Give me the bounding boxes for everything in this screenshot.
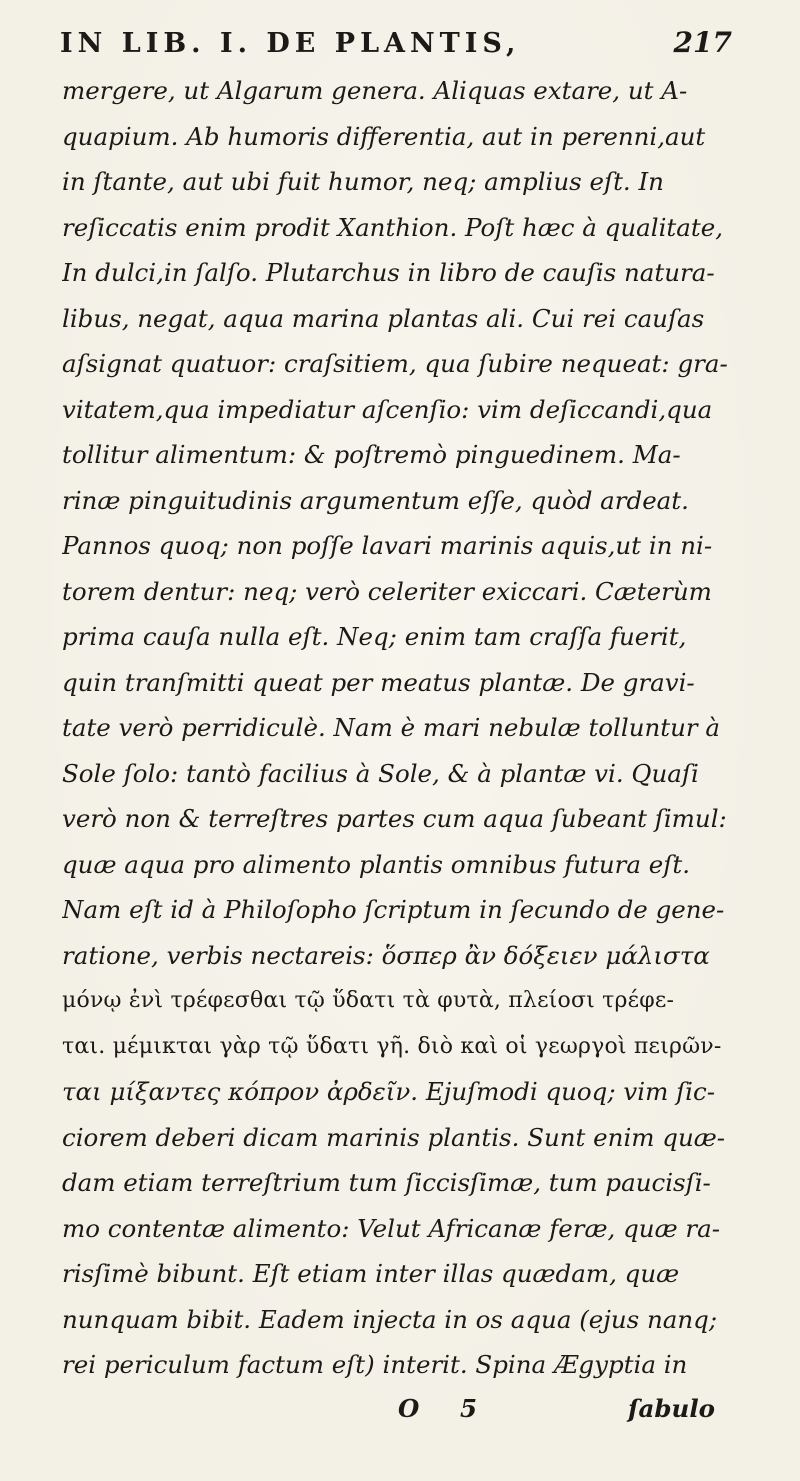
page-footer bbox=[62, 1387, 782, 1431]
text-line: vitatem,qua impediatur aſcenſio: vim deſiccandi,qua bbox=[62, 394, 713, 424]
text-line: ciorem deberi dicam marinis plantis. Sunt enim quæ- bbox=[62, 1122, 726, 1152]
signature-number: 5 bbox=[460, 1394, 478, 1423]
text-line: mo contentæ alimento: Velut Africanæ feræ, quæ ra- bbox=[62, 1213, 720, 1243]
text-line: tate verò perridiculè. Nam è mari nebulæ tolluntur à bbox=[62, 713, 721, 742]
text-line: verò non & terreſtres partes cum aqua ſubeant ſimul: bbox=[62, 804, 727, 833]
text-line: quæ aqua pro alimento plantis omnibus futura eſt. bbox=[62, 849, 690, 879]
running-head-title: IN LIB. I. DE PLANTIS, bbox=[60, 28, 521, 59]
text-line: libus, negat, aqua marina plantas ali. Cui rei cauſas bbox=[62, 303, 705, 333]
text-line: Nam eſt id à Philoſopho ſcriptum in ſecundo de gene- bbox=[62, 895, 725, 924]
text-line: tollitur alimentum: & poſtremò pinguedinem. Ma- bbox=[62, 440, 681, 469]
greek-text-line: μόνῳ ἐνὶ τρέφεσθαι τῷ ὕδατι τὰ φυτὰ, πλείοσι τρέφε- bbox=[62, 988, 675, 1013]
text-line: rei periculum factum eſt) interit. Spina Ægyptia in bbox=[62, 1350, 688, 1379]
text-line: nunquam bibit. Eadem injecta in os aqua (ejus nanq; bbox=[62, 1304, 718, 1334]
text-line: mergere, ut Algarum genera. Aliquas extare, ut A- bbox=[62, 76, 688, 105]
text-line: in ſtante, aut ubi fuit humor, neq; amplius eſt. In bbox=[62, 167, 664, 196]
running-head bbox=[60, 26, 760, 70]
text-line: ratione, verbis nectareis: ὅσπερ ἂν δόξειεν μάλιστα bbox=[62, 940, 710, 970]
text-line: quin tranſmitti queat per meatus plantæ. De gravi- bbox=[62, 667, 695, 697]
text-line: prima cauſa nulla eſt. Neq; enim tam craſſa fuerit, bbox=[62, 622, 687, 651]
text-line: rinæ pinguitudinis argumentum eſſe, quòd ardeat. bbox=[62, 485, 689, 515]
text-line: quapium. Ab humoris differentia, aut in perenni,aut bbox=[62, 121, 706, 151]
text-line: ται μίξαντες κόπρον ἀρδεῖν. Ejuſmodi quoq; vim ſic- bbox=[62, 1077, 715, 1106]
text-line: Pannos quoq; non poſſe lavari marinis aquis,ut in ni- bbox=[62, 531, 713, 560]
text-line: In dulci,in ſalſo. Plutarchus in libro de cauſis natura- bbox=[62, 258, 715, 287]
text-line: reſiccatis enim prodit Xanthion. Poſt hæc à qualitate, bbox=[62, 212, 724, 242]
page-number: 217 bbox=[673, 26, 732, 59]
catchword: ſabulo bbox=[628, 1394, 716, 1423]
text-line: aſsignat quatuor: craſsitiem, qua ſubire nequeat: gra- bbox=[62, 349, 728, 378]
text-line: torem dentur: neq; verò celeriter exiccari. Cæterùm bbox=[62, 576, 712, 606]
text-body bbox=[62, 68, 782, 1388]
greek-text-line: ται. μέμικται γὰρ τῷ ὕδατι γῆ. διὸ καὶ οἱ γεωργοὶ πειρῶν- bbox=[62, 1033, 722, 1059]
text-line: Sole ſolo: tantò facilius à Sole, & à plantæ vi. Quaſi bbox=[62, 758, 699, 788]
text-line: dam etiam terreſtrium tum ſiccisſimæ, tum paucisſi- bbox=[62, 1168, 711, 1197]
text-line: risſimè bibunt. Eſt etiam inter illas quædam, quæ bbox=[62, 1259, 680, 1288]
signature-mark: O bbox=[398, 1394, 420, 1423]
